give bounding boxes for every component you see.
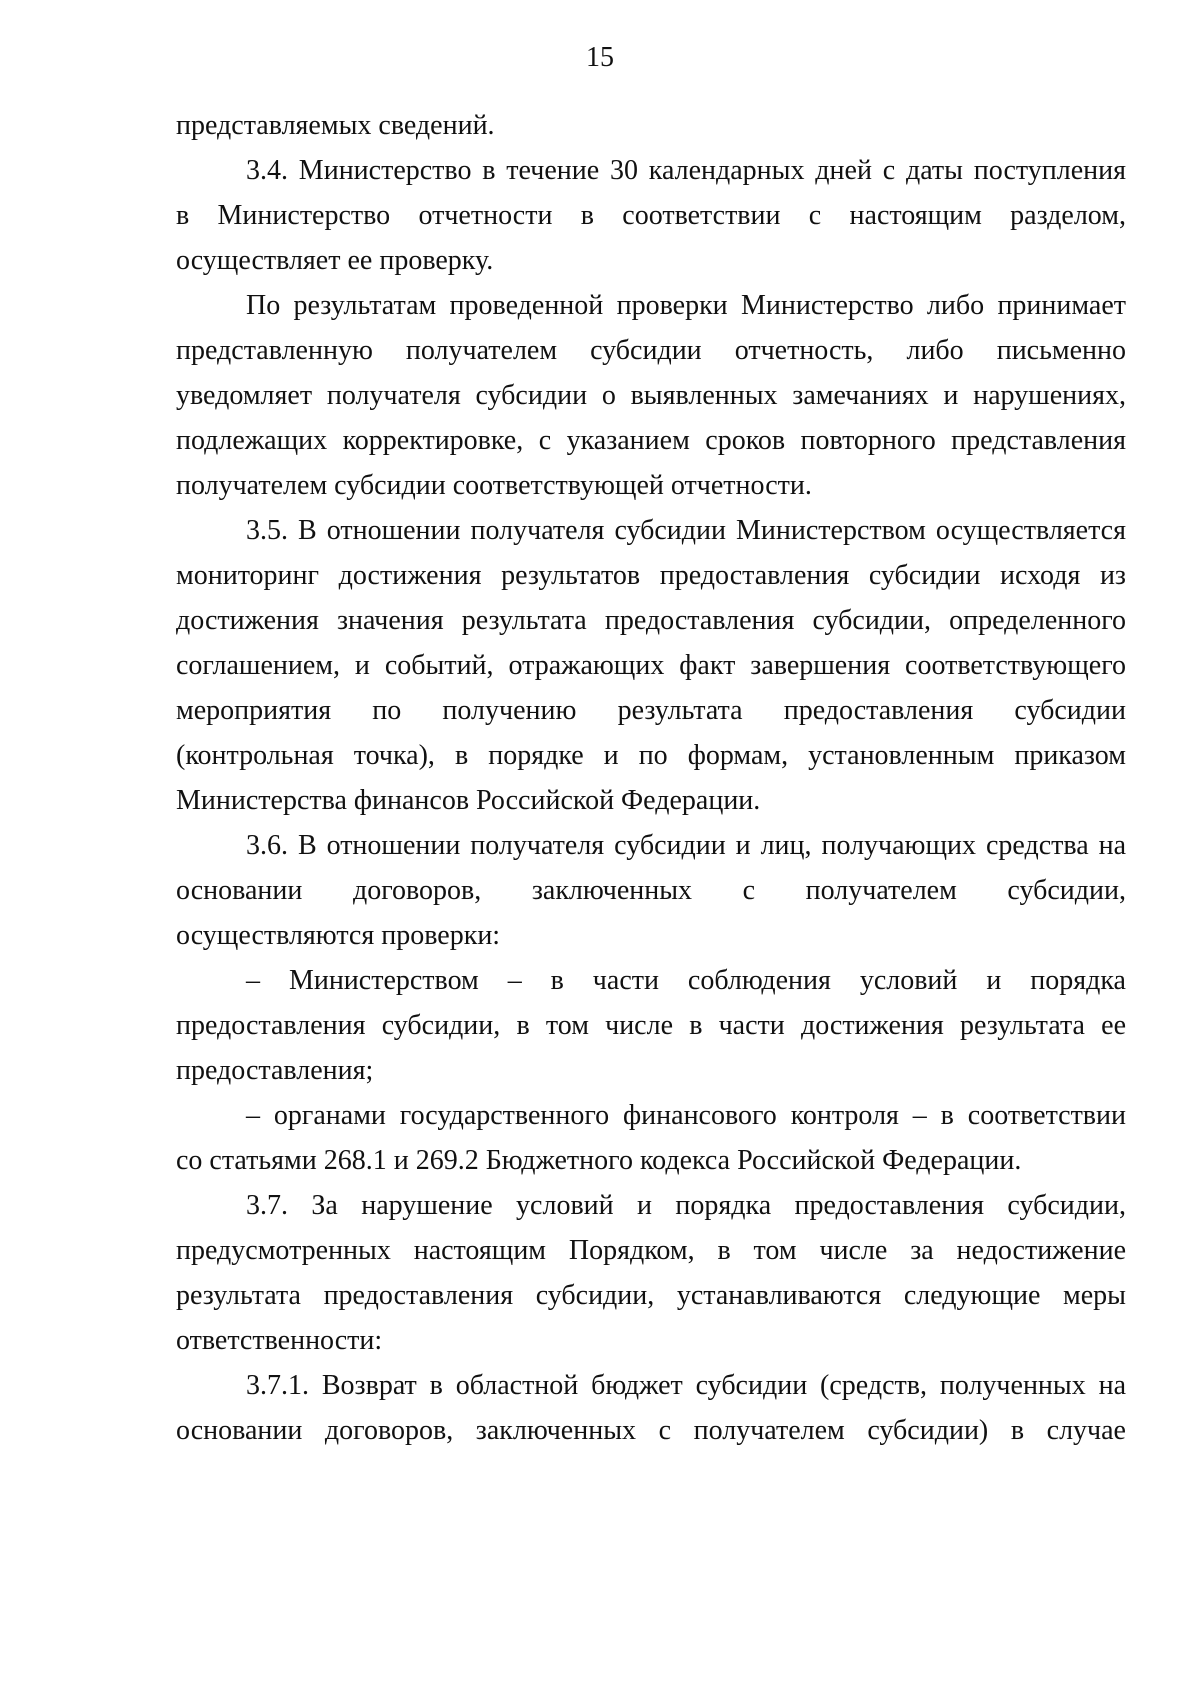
text-line: представленную получателем субсидии отчетность, либо письменно [176,335,1126,366]
text-line: соглашением, и событий, отражающих факт завершения соответствующего [176,650,1126,681]
text-line: – Министерством – в части соблюдения условий и порядка [246,965,1126,996]
text-line: со статьями 268.1 и 269.2 Бюджетного кодекса Российской Федерации. [176,1145,1022,1176]
text-line: в Министерство отчетности в соответствии с настоящим разделом, [176,200,1126,231]
text-line: мониторинг достижения результатов предоставления субсидии исходя из [176,560,1126,591]
text-line: осуществляет ее проверку. [176,245,494,276]
text-line: осуществляются проверки: [176,920,501,951]
text-line: ответственности: [176,1325,383,1356]
text-line: достижения значения результата предоставления субсидии, определенного [176,605,1126,636]
text-line: результата предоставления субсидии, устанавливаются следующие меры [176,1280,1126,1311]
text-line: 3.7.1. Возврат в областной бюджет субсидии (средств, полученных на [246,1370,1126,1401]
text-line: уведомляет получателя субсидии о выявленных замечаниях и нарушениях, [176,380,1126,411]
text-line: – органами государственного финансового контроля – в соответствии [246,1100,1126,1131]
text-line: 3.7. За нарушение условий и порядка предоставления субсидии, [246,1190,1126,1221]
text-line: представляемых сведений. [176,110,495,141]
page-number: 15 [586,42,614,73]
text-line: (контрольная точка), в порядке и по формам, установленным приказом [176,740,1126,771]
text-line: 3.4. Министерство в течение 30 календарных дней с даты поступления [246,155,1126,186]
text-line: основании договоров, заключенных с получателем субсидии) в случае [176,1415,1126,1446]
text-line: По результатам проведенной проверки Министерство либо принимает [246,290,1126,321]
text-line: Министерства финансов Российской Федерации. [176,785,761,816]
text-line: основании договоров, заключенных с получателем субсидии, [176,875,1126,906]
text-line: 3.6. В отношении получателя субсидии и лиц, получающих средства на [246,830,1126,861]
text-line: мероприятия по получению результата предоставления субсидии [176,695,1126,726]
text-line: подлежащих корректировке, с указанием сроков повторного представления [176,425,1126,456]
text-line: предоставления субсидии, в том числе в части достижения результата ее [176,1010,1126,1041]
text-line: получателем субсидии соответствующей отчетности. [176,470,812,501]
text-line: предоставления; [176,1055,374,1086]
text-line: 3.5. В отношении получателя субсидии Министерством осуществляется [246,515,1126,546]
text-line: предусмотренных настоящим Порядком, в том числе за недостижение [176,1235,1126,1266]
